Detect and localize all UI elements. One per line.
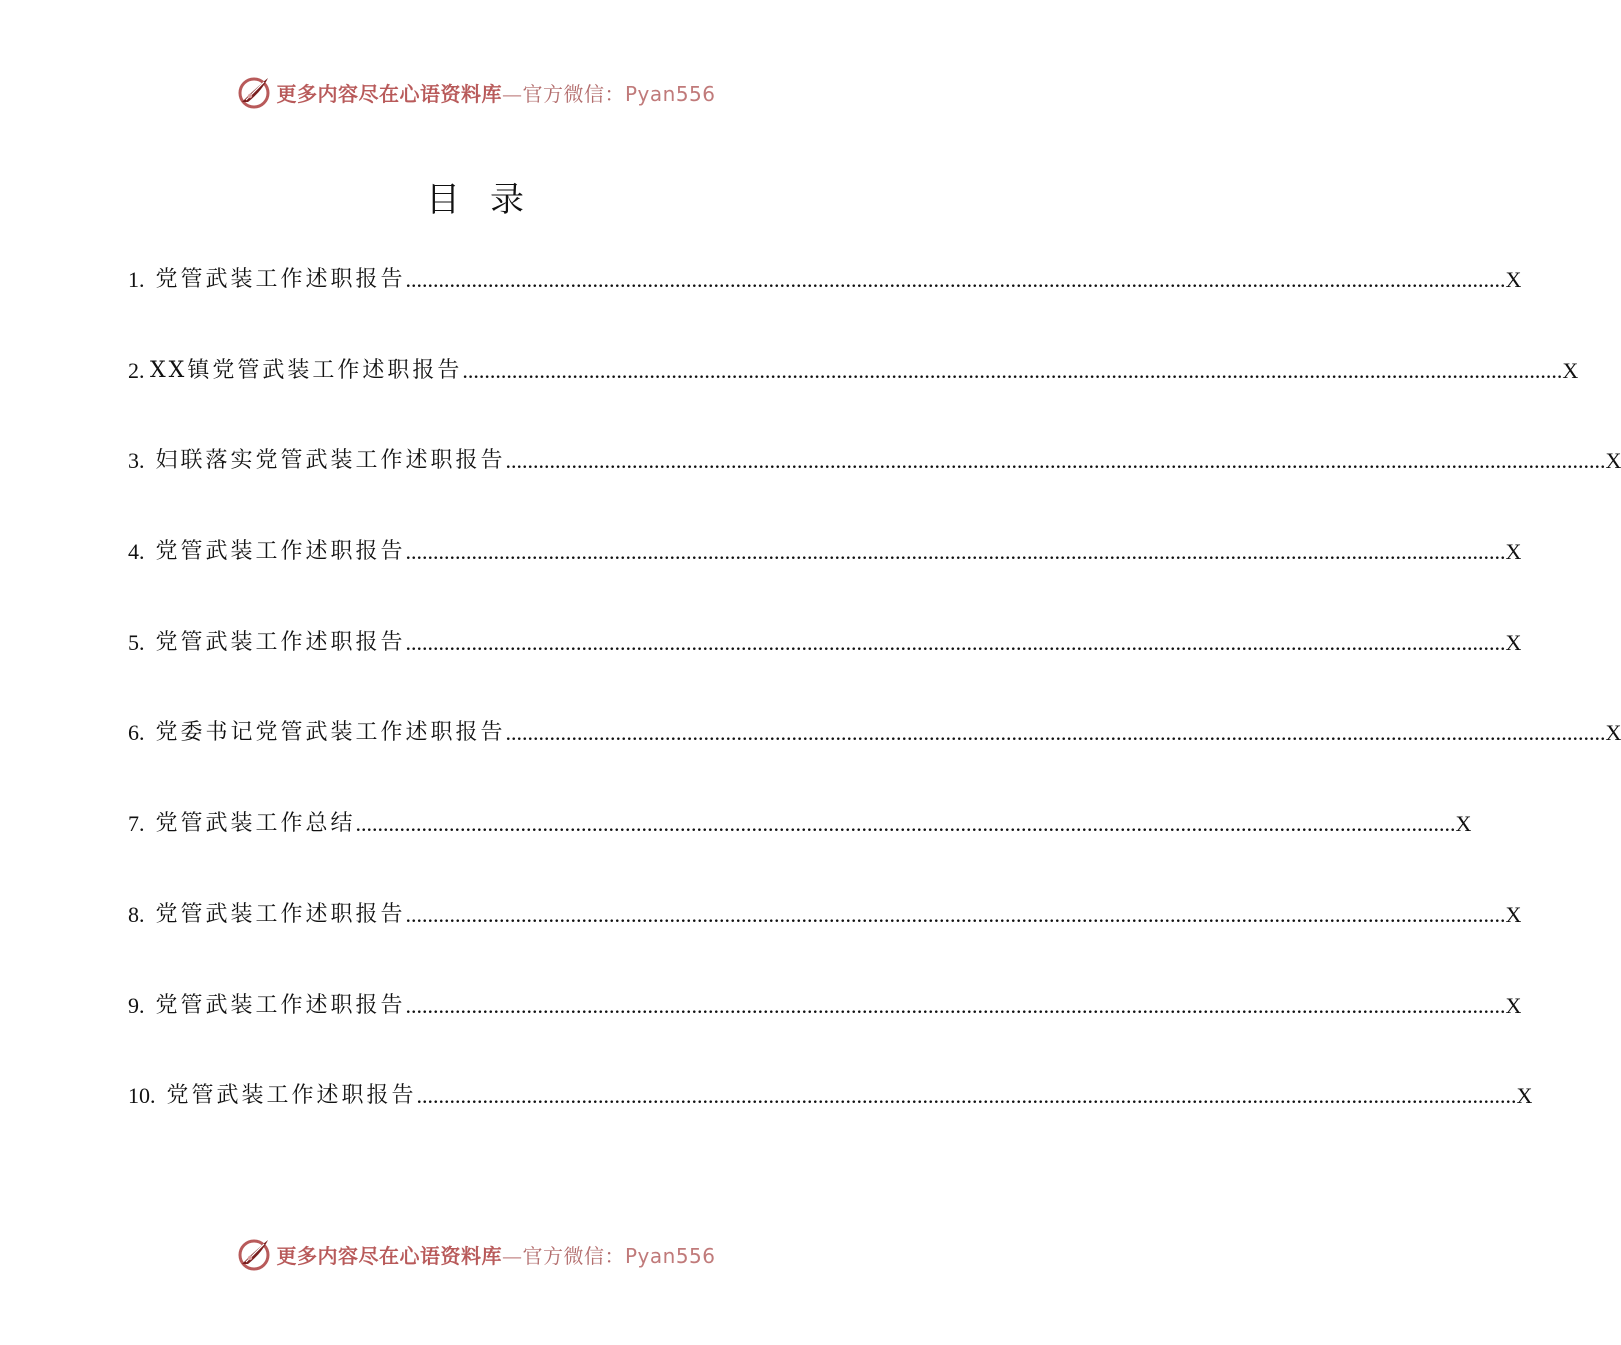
toc-dot-leader: ........................................................................................................................................................................................................ bbox=[405, 629, 1506, 655]
toc-dot-leader: ........................................................................................................................................................................................................ bbox=[355, 811, 1456, 837]
banner-wechat-id: Pyan556 bbox=[624, 1243, 716, 1268]
toc-entry[interactable] bbox=[128, 893, 1522, 984]
toc-entry-number: 9. bbox=[128, 992, 156, 1018]
toc-entry-page: X bbox=[1505, 539, 1522, 565]
toc-entry-title: 党管武装工作述职报告 bbox=[155, 901, 406, 927]
toc-entry-number: 5. bbox=[128, 629, 156, 655]
toc-entry[interactable] bbox=[128, 711, 1621, 802]
toc-entry-title: 党管武装工作述职报告 bbox=[166, 1083, 417, 1109]
footer-banner bbox=[0, 1232, 950, 1276]
toc-title: 目录 bbox=[426, 180, 554, 220]
table-of-contents bbox=[128, 258, 1621, 1165]
toc-entry-number: 10. bbox=[128, 1083, 167, 1109]
toc-entry-title: 党管武装工作总结 bbox=[155, 811, 356, 837]
banner-slogan: 更多内容尽在心语资料库 bbox=[276, 81, 502, 106]
toc-entry-title: 党管武装工作述职报告 bbox=[155, 539, 406, 565]
quill-logo-icon bbox=[234, 1234, 274, 1274]
toc-entry-number: 3. bbox=[128, 448, 156, 474]
toc-entry-page: X bbox=[1505, 629, 1522, 655]
banner-dash: — bbox=[501, 1243, 523, 1268]
toc-dot-leader: ........................................................................................................................................................................................................ bbox=[405, 901, 1506, 927]
toc-entry-title: XX镇党管武装工作述职报告 bbox=[150, 357, 463, 383]
toc-entry-title: 党管武装工作述职报告 bbox=[155, 629, 406, 655]
banner-wechat-label: 官方微信： bbox=[522, 1243, 625, 1268]
toc-dot-leader: ........................................................................................................................................................................................................ bbox=[416, 1083, 1517, 1109]
banner-dash: — bbox=[501, 81, 523, 106]
toc-entry-title: 党管武装工作述职报告 bbox=[155, 267, 406, 292]
toc-dot-leader: ........................................................................................................................................................................................................ bbox=[405, 539, 1506, 565]
toc-entry-number: 4. bbox=[128, 539, 156, 565]
toc-entry[interactable] bbox=[128, 258, 1522, 349]
quill-logo-icon bbox=[234, 72, 274, 112]
toc-entry-title: 妇联落实党管武装工作述职报告 bbox=[155, 448, 506, 474]
banner-slogan: 更多内容尽在心语资料库 bbox=[276, 1243, 502, 1268]
toc-entry[interactable] bbox=[128, 439, 1621, 530]
toc-entry[interactable] bbox=[128, 1074, 1533, 1165]
toc-entry[interactable] bbox=[128, 349, 1579, 440]
toc-entry-number: 8. bbox=[128, 901, 156, 927]
banner-wechat-label: 官方微信： bbox=[522, 81, 625, 106]
toc-entry-page: X bbox=[1505, 267, 1522, 292]
banner-wechat-id: Pyan556 bbox=[624, 81, 716, 106]
toc-entry-page: X bbox=[1605, 720, 1621, 746]
toc-dot-leader: ........................................................................................................................................................................................................ bbox=[405, 267, 1506, 292]
toc-dot-leader: ........................................................................................................................................................................................................ bbox=[505, 720, 1606, 746]
toc-entry[interactable] bbox=[128, 802, 1472, 893]
toc-dot-leader: ........................................................................................................................................................................................................ bbox=[462, 357, 1563, 383]
toc-entry-title: 党管武装工作述职报告 bbox=[155, 992, 406, 1018]
toc-entry[interactable] bbox=[128, 530, 1522, 621]
toc-entry[interactable] bbox=[128, 621, 1522, 712]
toc-entry-page: X bbox=[1505, 901, 1522, 927]
toc-entry-page: X bbox=[1562, 357, 1579, 383]
toc-entry-title: 党委书记党管武装工作述职报告 bbox=[155, 720, 506, 746]
toc-dot-leader: ........................................................................................................................................................................................................ bbox=[505, 448, 1606, 474]
toc-entry-number: 6. bbox=[128, 720, 156, 746]
toc-entry-page: X bbox=[1505, 992, 1522, 1018]
toc-dot-leader: ........................................................................................................................................................................................................ bbox=[405, 992, 1506, 1018]
toc-entry-number: 2. bbox=[128, 357, 150, 383]
toc-entry-number: 1. bbox=[128, 267, 156, 292]
toc-entry-page: X bbox=[1605, 448, 1621, 474]
toc-entry[interactable] bbox=[128, 984, 1522, 1075]
header-banner bbox=[0, 70, 950, 114]
toc-entry-page: X bbox=[1455, 811, 1472, 837]
toc-entry-number: 7. bbox=[128, 811, 156, 837]
toc-entry-page: X bbox=[1516, 1083, 1533, 1109]
